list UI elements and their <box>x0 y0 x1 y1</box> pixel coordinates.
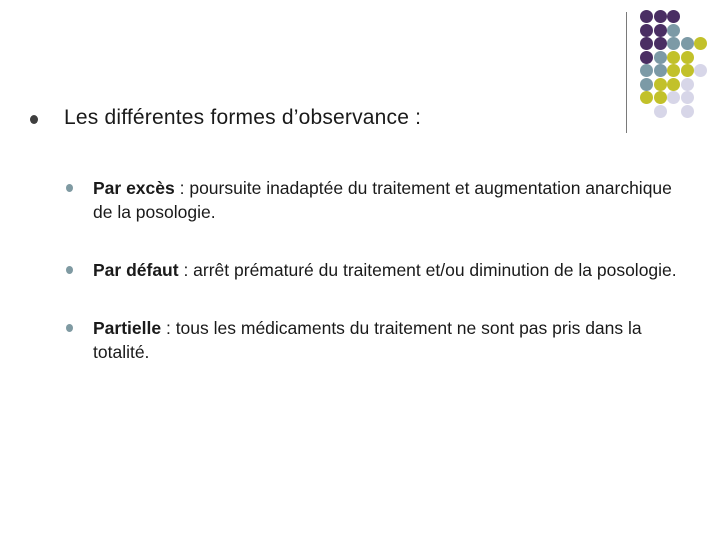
decorative-dot <box>667 91 680 104</box>
bullet-icon <box>66 324 73 332</box>
decorative-dot <box>640 51 653 64</box>
item-keyword: Par excès <box>93 178 175 198</box>
bullet-icon <box>30 115 38 124</box>
item-text: : poursuite inadaptée du traitement et augmentation anarchique de la posologie. <box>93 178 672 222</box>
bullet-list <box>66 176 686 398</box>
decorative-dot <box>681 37 694 50</box>
item-keyword: Par défaut <box>93 260 179 280</box>
decorative-dot <box>654 105 667 118</box>
decorative-dot <box>640 10 653 23</box>
decorative-dot <box>654 64 667 77</box>
decorative-dot <box>654 24 667 37</box>
bullet-icon <box>66 266 73 274</box>
list-item <box>66 316 686 364</box>
bullet-icon <box>66 184 73 192</box>
slide-title: Les différentes formes d’observance : <box>64 106 422 129</box>
list-item <box>66 176 686 224</box>
decorative-dot <box>654 37 667 50</box>
decorative-dot <box>667 51 680 64</box>
decorative-dot <box>681 105 694 118</box>
decorative-vertical-line <box>626 12 627 133</box>
decorative-dot <box>667 64 680 77</box>
decorative-dot <box>681 51 694 64</box>
decorative-dot <box>681 78 694 91</box>
decorative-dot <box>654 10 667 23</box>
decorative-dot <box>667 24 680 37</box>
decorative-dot <box>694 37 707 50</box>
decorative-dot <box>640 24 653 37</box>
decorative-dot <box>667 78 680 91</box>
item-text: : arrêt prématuré du traitement et/ou diminution de la posologie. <box>178 260 677 280</box>
item-keyword: Partielle <box>93 318 162 338</box>
decorative-dot <box>654 91 667 104</box>
title-row <box>30 106 421 130</box>
decorative-dot <box>640 64 653 77</box>
decorative-dot <box>654 51 667 64</box>
decorative-dot <box>640 91 653 104</box>
decorative-dot <box>654 78 667 91</box>
decorative-dot <box>667 10 680 23</box>
decorative-dot <box>667 37 680 50</box>
decorative-dot <box>640 78 653 91</box>
decorative-dot <box>681 91 694 104</box>
decorative-dot <box>640 37 653 50</box>
decorative-dot <box>694 64 707 77</box>
decorative-dot-grid <box>640 10 720 120</box>
item-text: : tous les médicaments du traitement ne sont pas pris dans la totalité. <box>93 318 642 362</box>
list-item <box>66 258 686 282</box>
decorative-dot <box>681 64 694 77</box>
